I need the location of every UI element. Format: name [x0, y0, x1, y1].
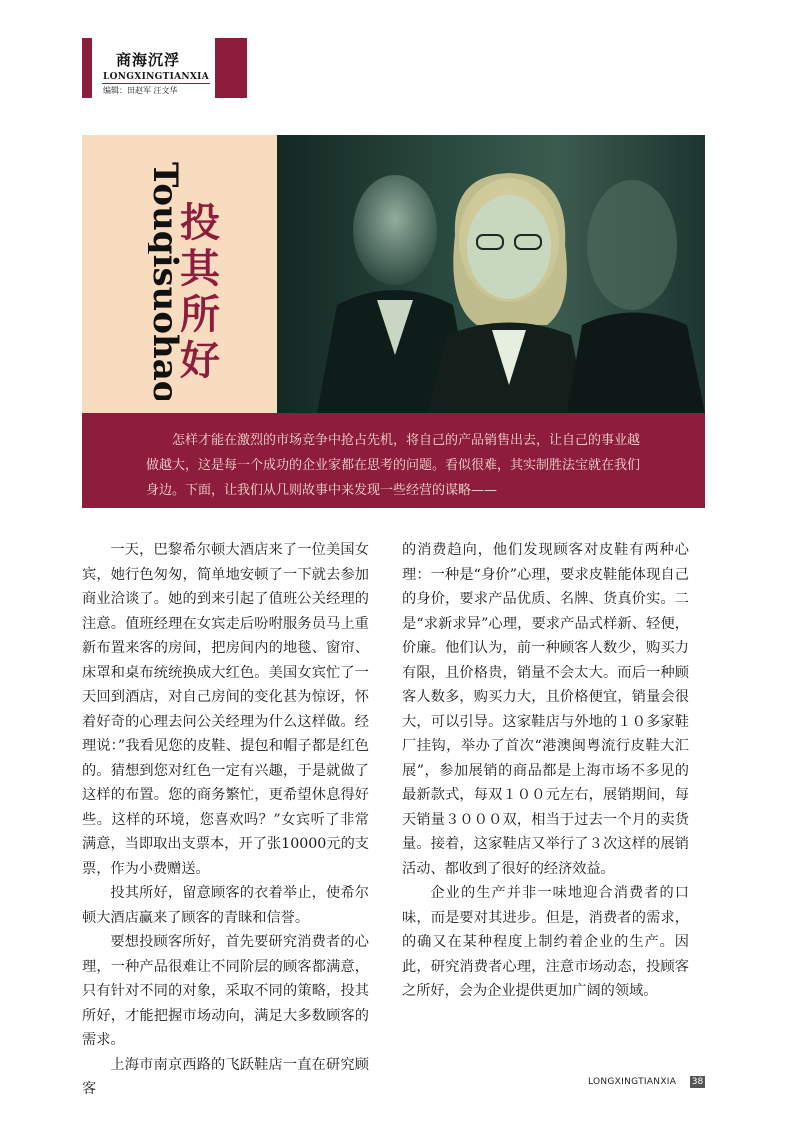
hero-char-2: 其 [180, 245, 220, 292]
hero-char-4: 好 [180, 337, 220, 384]
section-subtitle: LONGXINGTIANXIA [103, 72, 209, 82]
business-people-photo-icon [277, 135, 705, 413]
hero-chinese-title [180, 200, 220, 384]
intro-text: 怎样才能在激烈的市场竞争中抢占先机，将自己的产品销售出去，让自己的事业越做越大，这是每一个成功的企业家都在思考的问题。看似很难，其实制胜法宝就在我们身边。下面，让我们从几则故事中来发现一些经营的谋略—— [146, 433, 641, 498]
right-column [402, 538, 689, 1004]
paragraph: 企业的生产并非一味地迎合消费者的口味，而是要对其进步。但是，消费者的需求，的确又在某种程度上制约着企业的生产。因此，研究消费者心理，注意市场动态，投顾客之所好，会为企业提供更加广阔的领域。 [402, 885, 689, 999]
paragraph: 投其所好，留意顾客的衣着举止，使希尔顿大酒店赢来了顾客的青睐和信誉。 [82, 885, 369, 926]
hero-photo [277, 135, 705, 413]
editor-credit: 编辑：田赵军 汪文华 [103, 86, 178, 95]
left-column [82, 538, 369, 1102]
section-title: 商海沉浮 [116, 51, 181, 69]
header-accent-bar-left [82, 38, 92, 98]
page-number: 38 [691, 1077, 704, 1087]
paragraph: 的消费趋向，他们发现顾客对皮鞋有两种心理：一种是“身价”心理，要求皮鞋能体现自己的身价，要求产品优质、名牌、货真价实。二是“求新求异”心理，要求产品式样新、轻便，价廉。他们认为，前一种顾客人数少，购买力有限，且价格贵，销量不会太大。而后一种顾客人数多，购买力大，且价格便宜，销量会很大，可以引导。这家鞋店与外地的１０多家鞋厂挂钩，举办了首次“港澳闽粤流行皮鞋大汇展”，参加展销的商品都是上海市场不多见的最新款式，每双１００元左右，展销期间，每天销量３０００双，相当于过去一个月的卖货量。接着，这家鞋店又举行了３次这样的展销活动、都收到了很好的经济效益。 [402, 542, 689, 877]
paragraph: 上海市南京西路的飞跃鞋店一直在研究顾客 [82, 1056, 369, 1097]
hero-char-1: 投 [180, 199, 220, 246]
header-accent-bar-right [215, 38, 247, 98]
hero-char-3: 所 [180, 291, 220, 338]
header-divider [102, 83, 210, 84]
paragraph: 要想投顾客所好，首先要研究消费者的心理，一种产品很难让不同阶层的顾客都满意，只有针对不同的对象，采取不同的策略，投其所好，才能把握市场动向，满足大多数顾客的需求。 [82, 934, 369, 1048]
hero-english-title-text: Touqisuohao [148, 162, 185, 400]
paragraph: 一天，巴黎希尔顿大酒店来了一位美国女宾，她行色匆匆，简单地安顿了一下就去参加商业洽谈了。她的到来引起了值班公关经理的注意。值班经理在女宾走后吩咐服务员马上重新布置来客的房间，把房间内的地毯、窗帘、床罩和桌布统统换成大红色。美国女宾忙了一天回到酒店，对自己房间的变化甚为惊讶，怀着好奇的心理去问公关经理为什么这样做。经理说：”我看见您的皮鞋、提包和帽子都是红色的。猜想到您对红色一定有兴趣，于是就做了这样的布置。您的商务繁忙，更希望休息得好些。这样的环境，您喜欢吗？”女宾听了非常满意，当即取出支票本，开了张10000元的支票，作为小费赠送。 [82, 542, 369, 877]
footer-magazine-name: LONGXINGTIANXIA [588, 1077, 677, 1087]
